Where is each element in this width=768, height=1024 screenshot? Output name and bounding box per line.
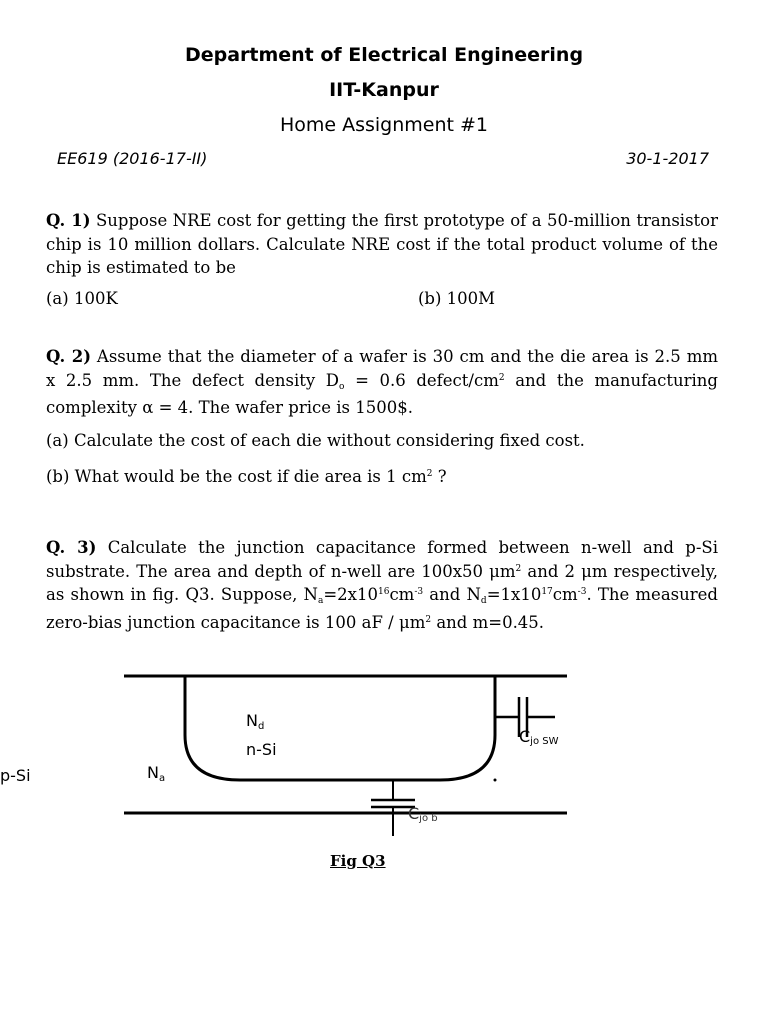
superscript: 17 <box>541 587 553 597</box>
question-1 <box>46 209 718 280</box>
question-3-label: Q. 3) <box>46 538 97 557</box>
course-code: EE619 (2016-17-II) <box>57 149 208 168</box>
sidewall-capacitance-label: Cjo SW <box>519 727 559 747</box>
superscript: 2 <box>498 372 505 383</box>
subscript: a <box>317 596 324 606</box>
question-2-part-b-text: ? <box>432 467 447 486</box>
institute-title: IIT-Kanpur <box>329 79 439 101</box>
superscript: -3 <box>414 587 424 597</box>
assignment-title: Home Assignment #1 <box>279 114 489 136</box>
question-3-text: cm <box>552 585 578 604</box>
superscript: 2 <box>426 469 433 479</box>
question-3-text: cm <box>389 585 415 604</box>
question-2-part-b <box>46 465 718 489</box>
acceptor-label: Na <box>147 763 166 784</box>
question-3-text: Calculate the junction capacitance formed between n-well and p-Si substrate. The area and depth of n-well are 100x50 μm <box>46 538 718 581</box>
question-2-part-a: (a) Calculate the cost of each die without considering fixed cost. <box>46 431 585 450</box>
question-2-part-b-text: (b) What would be the cost if die area is 1 cm <box>46 467 427 486</box>
question-1-label: Q. 1) <box>46 211 91 230</box>
question-2-label: Q. 2) <box>46 347 91 366</box>
superscript: 2 <box>425 614 432 625</box>
superscript: 2 <box>515 563 522 574</box>
nwell-junction-figure <box>0 660 768 850</box>
question-2-text: and the manufacturing complexity α = 4. The wafer price is 1500$. <box>46 370 718 417</box>
question-3-text: and m=0.45. <box>431 612 545 632</box>
question-3-text: . The measured zero-bias junction capacitance is 100 aF / μm <box>46 585 718 632</box>
nwell-outline <box>185 676 495 780</box>
question-2 <box>46 345 718 420</box>
donor-label: Nd <box>246 711 265 732</box>
question-2-text: Assume that the diameter of a wafer is 30 cm and the die area is 2.5 mm x 2.5 mm. The defect density D <box>46 347 719 390</box>
figure-caption: Fig Q3 <box>330 852 386 870</box>
superscript: -3 <box>577 587 587 597</box>
assignment-date: 30-1-2017 <box>626 149 709 168</box>
superscript: 16 <box>377 587 390 597</box>
question-3-text: and N <box>423 585 481 604</box>
department-title: Department of Electrical Engineering <box>184 44 584 66</box>
question-3-text: =2x10 <box>323 585 378 604</box>
subscript: o <box>339 381 345 392</box>
psi-label: p-Si <box>0 766 31 785</box>
bottom-capacitance-label: Cjo b <box>408 804 438 824</box>
subscript: d <box>480 596 487 606</box>
question-3-text: =1x10 <box>486 585 542 604</box>
question-1-text: Suppose NRE cost for getting the first prototype of a 50-million transistor chip is 10 million dollars. Calculate NRE cost if the total product volume of the chip is estimated to be <box>46 211 718 277</box>
question-1-option-a: (a) 100K <box>46 289 118 308</box>
dot-mark <box>494 779 497 782</box>
nsi-label: n-Si <box>246 740 277 759</box>
question-1-option-b: (b) 100M <box>418 289 496 308</box>
question-2-text: = 0.6 defect/cm <box>344 370 499 390</box>
question-3 <box>46 536 718 634</box>
question-3-text: and 2 μm respectively, as shown in fig. Q3. Suppose, N <box>46 561 718 604</box>
